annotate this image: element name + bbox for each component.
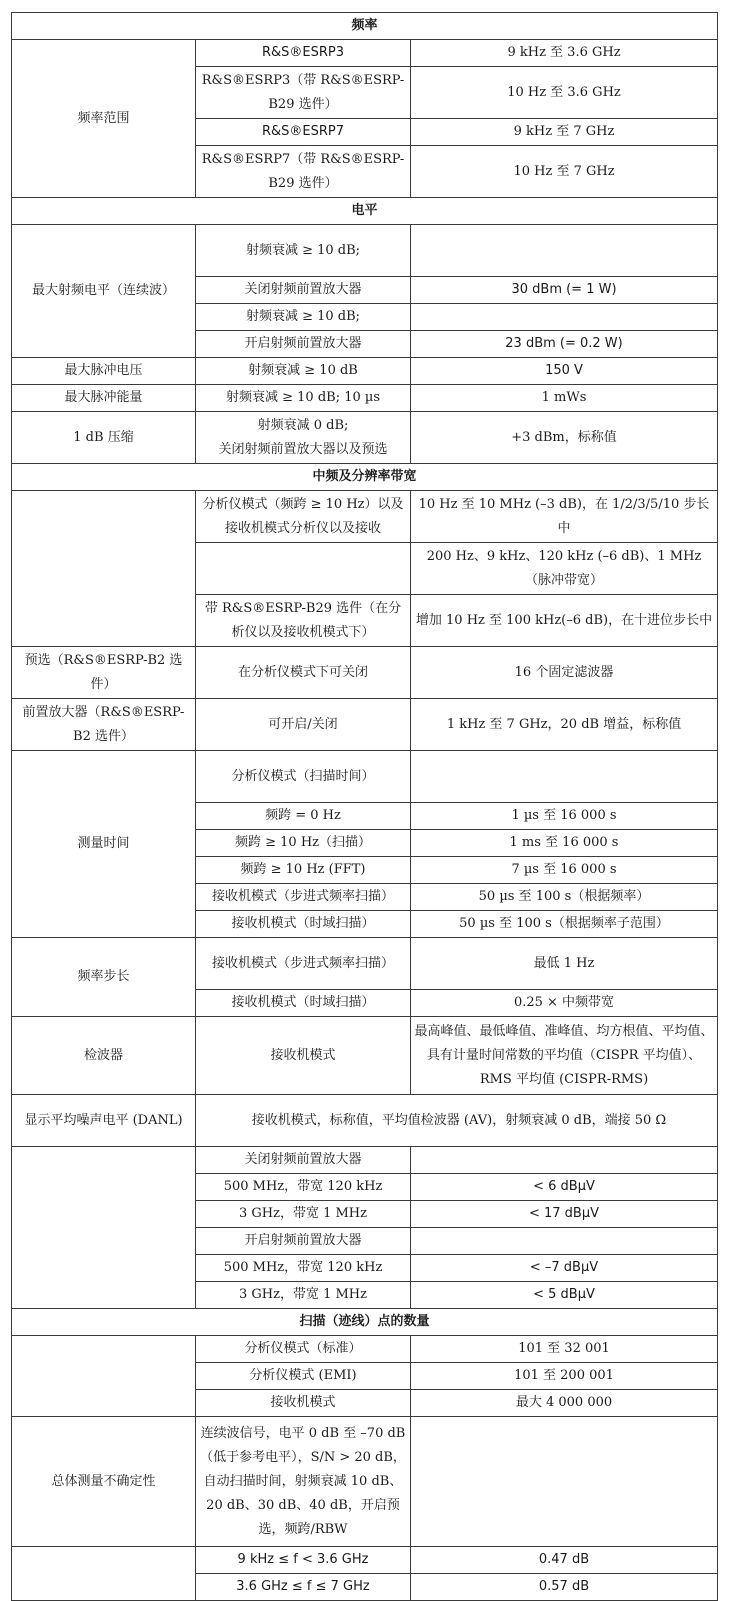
condition-cell: 射频衰减 ≥ 10 dB; [196, 304, 411, 331]
condition-cell: 连续波信号，电平 0 dB 至 –70 dB（低于参考电平），S/N > 20 dB，自动扫描时间，射频衰减 10 dB、20 dB、30 dB、40 dB，开启预选，频跨/RBW [196, 1417, 411, 1547]
row-label-max-pulse-energy: 最大脉冲能量 [12, 385, 196, 412]
value-cell: 10 Hz 至 7 GHz [411, 146, 718, 198]
condition-cell: 接收机模式（时域扫描） [196, 990, 411, 1017]
value-cell: 30 dBm (= 1 W) [411, 277, 718, 304]
value-cell: 1 ms 至 16 000 s [411, 830, 718, 857]
condition-cell: R&S®ESRP3（带 R&S®ESRP-B29 选件） [196, 67, 411, 119]
row-label-frequency-step: 频率步长 [12, 938, 196, 1017]
section-header-level: 电平 [12, 198, 718, 225]
value-cell: 101 至 32 001 [411, 1336, 718, 1363]
row-label-empty [12, 1336, 196, 1417]
value-cell: 10 Hz 至 3.6 GHz [411, 67, 718, 119]
value-cell [411, 1228, 718, 1255]
value-cell: +3 dBm，标称值 [411, 412, 718, 464]
row-label-preselection: 预选（R&S®ESRP-B2 选件） [12, 647, 196, 699]
value-cell: 最大 4 000 000 [411, 1390, 718, 1417]
condition-line: 关闭射频前置放大器以及预选 [218, 441, 388, 457]
row-label-empty [12, 1147, 196, 1309]
condition-cell: 关闭射频前置放大器 [196, 277, 411, 304]
condition-cell: 频跨 ≥ 10 Hz（扫描） [196, 830, 411, 857]
value-cell: 最高峰值、最低峰值、准峰值、均方根值、平均值、具有计量时间常数的平均值（CISPR 平均值）、RMS 平均值 (CISPR-RMS) [411, 1017, 718, 1095]
value-cell: 7 µs 至 16 000 s [411, 857, 718, 884]
row-label-preamplifier: 前置放大器（R&S®ESRP-B2 选件） [12, 699, 196, 751]
value-cell: 200 Hz、9 kHz、120 kHz (–6 dB)、1 MHz（脉冲带宽） [411, 543, 718, 595]
value-cell: < 17 dBµV [411, 1201, 718, 1228]
condition-line: 射频衰减 0 dB; [257, 417, 349, 433]
section-header-sweep-points: 扫描（迹线）点的数量 [12, 1309, 718, 1336]
value-cell: 最低 1 Hz [411, 938, 718, 990]
condition-cell: 在分析仪模式下可关闭 [196, 647, 411, 699]
condition-cell: 开启射频前置放大器 [196, 1228, 411, 1255]
condition-cell: 射频衰减 ≥ 10 dB; 10 µs [196, 385, 411, 412]
value-cell: 150 V [411, 358, 718, 385]
value-cell: < 5 dBµV [411, 1282, 718, 1309]
value-cell: 9 kHz 至 3.6 GHz [411, 40, 718, 67]
value-cell: 0.25 × 中频带宽 [411, 990, 718, 1017]
condition-cell: 分析仪模式 (EMI) [196, 1363, 411, 1390]
value-cell: 9 kHz 至 7 GHz [411, 119, 718, 146]
condition-cell [196, 412, 411, 464]
row-label-detector: 检波器 [12, 1017, 196, 1095]
value-cell: 101 至 200 001 [411, 1363, 718, 1390]
value-cell: 50 µs 至 100 s（根据频率） [411, 884, 718, 911]
condition-cell: 开启射频前置放大器 [196, 331, 411, 358]
condition-cell: 频跨 ≥ 10 Hz (FFT) [196, 857, 411, 884]
condition-cell: 接收机模式（步进式频率扫描） [196, 938, 411, 990]
condition-cell: 射频衰减 ≥ 10 dB [196, 358, 411, 385]
value-cell: < 6 dBµV [411, 1174, 718, 1201]
row-label-measurement-time: 测量时间 [12, 751, 196, 938]
row-label-empty [12, 1547, 196, 1601]
danl-description: 接收机模式，标称值，平均值检波器 (AV)，射频衰减 0 dB，端接 50 Ω [196, 1095, 718, 1147]
value-cell: 23 dBm (= 0.2 W) [411, 331, 718, 358]
condition-cell: 关闭射频前置放大器 [196, 1147, 411, 1174]
row-label-max-pulse-voltage: 最大脉冲电压 [12, 358, 196, 385]
condition-cell: 接收机模式（步进式频率扫描） [196, 884, 411, 911]
condition-cell: 射频衰减 ≥ 10 dB; [196, 225, 411, 277]
condition-cell: 分析仪模式（扫描时间） [196, 751, 411, 803]
value-cell [411, 225, 718, 277]
condition-cell: 接收机模式 [196, 1390, 411, 1417]
value-cell: 0.47 dB [411, 1547, 718, 1574]
condition-cell: R&S®ESRP7 [196, 119, 411, 146]
value-cell [411, 751, 718, 803]
condition-cell: R&S®ESRP7（带 R&S®ESRP-B29 选件） [196, 146, 411, 198]
value-cell: < –7 dBµV [411, 1255, 718, 1282]
value-cell [411, 1417, 718, 1547]
condition-cell: 3.6 GHz ≤ f ≤ 7 GHz [196, 1574, 411, 1601]
condition-cell: 3 GHz，带宽 1 MHz [196, 1201, 411, 1228]
row-label-max-rf-level: 最大射频电平（连续波） [12, 225, 196, 358]
value-cell: 0.57 dB [411, 1574, 718, 1601]
value-cell: 16 个固定滤波器 [411, 647, 718, 699]
condition-cell: 带 R&S®ESRP-B29 选件（在分析仪以及接收机模式下） [196, 595, 411, 647]
condition-cell: 500 MHz，带宽 120 kHz [196, 1174, 411, 1201]
row-label-empty [12, 491, 196, 647]
value-cell: 1 kHz 至 7 GHz，20 dB 增益，标称值 [411, 699, 718, 751]
value-cell: 50 µs 至 100 s（根据频率子范围） [411, 911, 718, 938]
spec-table [11, 12, 718, 1601]
value-cell: 1 µs 至 16 000 s [411, 803, 718, 830]
section-header-frequency: 频率 [12, 13, 718, 40]
value-cell [411, 304, 718, 331]
section-header-if-rbw: 中频及分辨率带宽 [12, 464, 718, 491]
value-cell [411, 1147, 718, 1174]
condition-cell: 分析仪模式（频跨 ≥ 10 Hz）以及接收机模式分析仪以及接收 [196, 491, 411, 543]
row-label-measurement-uncertainty: 总体测量不确定性 [12, 1417, 196, 1547]
condition-cell: 9 kHz ≤ f < 3.6 GHz [196, 1547, 411, 1574]
value-cell: 10 Hz 至 10 MHz (–3 dB)，在 1/2/3/5/10 步长中 [411, 491, 718, 543]
condition-cell: 500 MHz，带宽 120 kHz [196, 1255, 411, 1282]
condition-cell [196, 543, 411, 595]
row-label-danl: 显示平均噪声电平 (DANL) [12, 1095, 196, 1147]
condition-cell: 分析仪模式（标准） [196, 1336, 411, 1363]
value-cell: 1 mWs [411, 385, 718, 412]
condition-cell: 3 GHz，带宽 1 MHz [196, 1282, 411, 1309]
condition-cell: 接收机模式 [196, 1017, 411, 1095]
value-cell: 增加 10 Hz 至 100 kHz(–6 dB)，在十进位步长中 [411, 595, 718, 647]
condition-cell: 可开启/关闭 [196, 699, 411, 751]
condition-cell: 接收机模式（时域扫描） [196, 911, 411, 938]
row-label-frequency-range: 频率范围 [12, 40, 196, 198]
condition-cell: R&S®ESRP3 [196, 40, 411, 67]
row-label-1db-compression: 1 dB 压缩 [12, 412, 196, 464]
condition-cell: 频跨 = 0 Hz [196, 803, 411, 830]
